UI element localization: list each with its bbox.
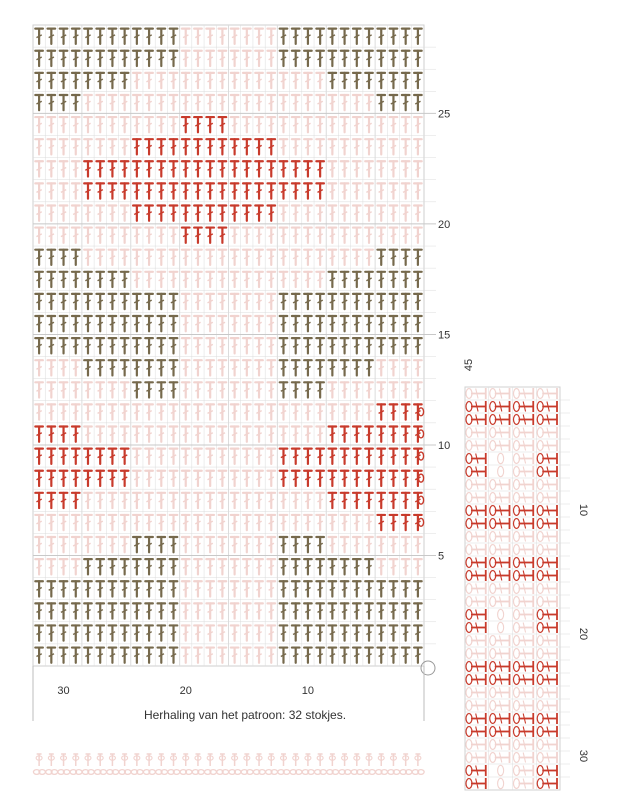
column-number: 20	[179, 685, 192, 697]
side-row-number: 30	[577, 749, 589, 763]
row-number: 25	[438, 108, 451, 121]
foundation-chain-strip	[33, 754, 424, 774]
row-number: 20	[438, 218, 451, 231]
pattern-repeat-caption: Herhaling van het patroon: 32 stokjes.	[143, 708, 347, 722]
row-number: 15	[438, 329, 451, 342]
start-marker-circle	[421, 661, 435, 675]
row-number: 5	[438, 550, 445, 563]
column-number: 30	[57, 685, 70, 697]
column-number: 10	[301, 685, 315, 697]
side-top-number: 45	[463, 358, 475, 372]
side-row-number: 10	[577, 503, 589, 517]
side-row-number: 20	[577, 627, 589, 641]
row-number: 10	[438, 439, 451, 452]
